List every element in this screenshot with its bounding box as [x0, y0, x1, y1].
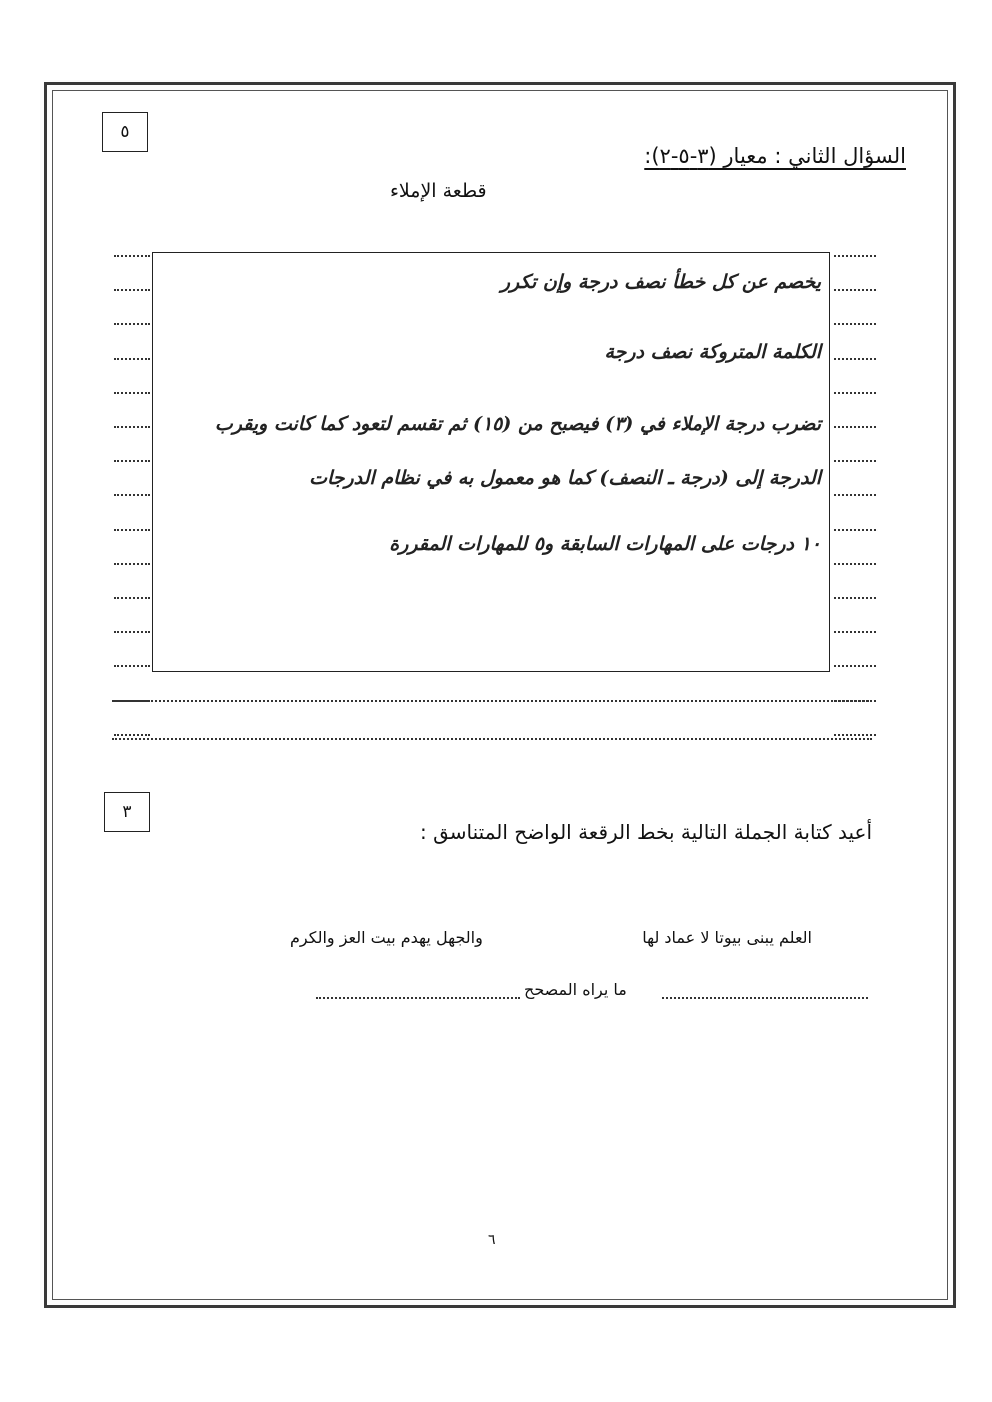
writing-line	[114, 529, 150, 531]
writing-line	[834, 734, 876, 736]
writing-line	[834, 460, 876, 462]
writing-line	[114, 255, 150, 257]
writing-line	[834, 631, 876, 633]
writing-line	[112, 738, 872, 740]
writing-line	[834, 289, 876, 291]
writing-line	[114, 494, 150, 496]
writing-line	[114, 597, 150, 599]
writing-line	[834, 323, 876, 325]
grading-note: الكلمة المتروكة نصف درجة	[604, 341, 821, 363]
handwriting-score-box	[104, 792, 150, 832]
writing-line	[114, 392, 150, 394]
writing-line	[834, 358, 876, 360]
grading-note: تضرب درجة الإملاء في (٣) فيصبح من (١٥) ثم تقسم لتعود كما كانت ويقرب	[214, 413, 821, 435]
grading-notes-box	[152, 252, 830, 672]
dictation-score-box	[102, 112, 148, 152]
writing-line	[114, 426, 150, 428]
writing-line	[834, 255, 876, 257]
writing-line	[114, 460, 150, 462]
writing-line	[114, 734, 150, 736]
writing-line	[114, 631, 150, 633]
grading-note: الدرجة إلى (درجة ـ النصف) كما هو معمول به في نظام الدرجات	[309, 467, 821, 489]
writing-line	[834, 392, 876, 394]
handwriting-score: ٣	[122, 802, 132, 822]
writing-line	[834, 665, 876, 667]
grading-note: يخصم عن كل خطأ نصف درجة وإن تكرر	[500, 271, 821, 293]
writing-line	[834, 563, 876, 565]
corrector-label: ما يراه المصحح	[524, 980, 627, 999]
handwriting-instruction: أعيد كتابة الجملة التالية بخط الرقعة الواضح المتناسق :	[420, 820, 872, 844]
page-number: ٦	[488, 1232, 496, 1248]
writing-line	[114, 665, 150, 667]
writing-line	[114, 289, 150, 291]
writing-line	[834, 597, 876, 599]
writing-line	[112, 700, 872, 702]
writing-line	[834, 426, 876, 428]
corrector-dots-left	[316, 997, 520, 999]
writing-line	[114, 358, 150, 360]
dictation-section-title: قطعة الإملاء	[390, 180, 487, 202]
question-title: السؤال الثاني : معيار (٣-٥-٢):	[644, 144, 906, 168]
verse-first-hemistich: العلم يبنى بيوتا لا عماد لها	[642, 928, 812, 947]
verse-second-hemistich: والجهل يهدم بيت العز والكرم	[290, 928, 483, 947]
writing-line	[834, 494, 876, 496]
grading-note: ١٠ درجات على المهارات السابقة و٥ للمهارات المقررة	[389, 533, 821, 555]
writing-line	[114, 563, 150, 565]
corrector-dots-right	[662, 997, 868, 999]
writing-line	[834, 529, 876, 531]
writing-line	[114, 323, 150, 325]
dictation-score: ٥	[120, 122, 130, 142]
